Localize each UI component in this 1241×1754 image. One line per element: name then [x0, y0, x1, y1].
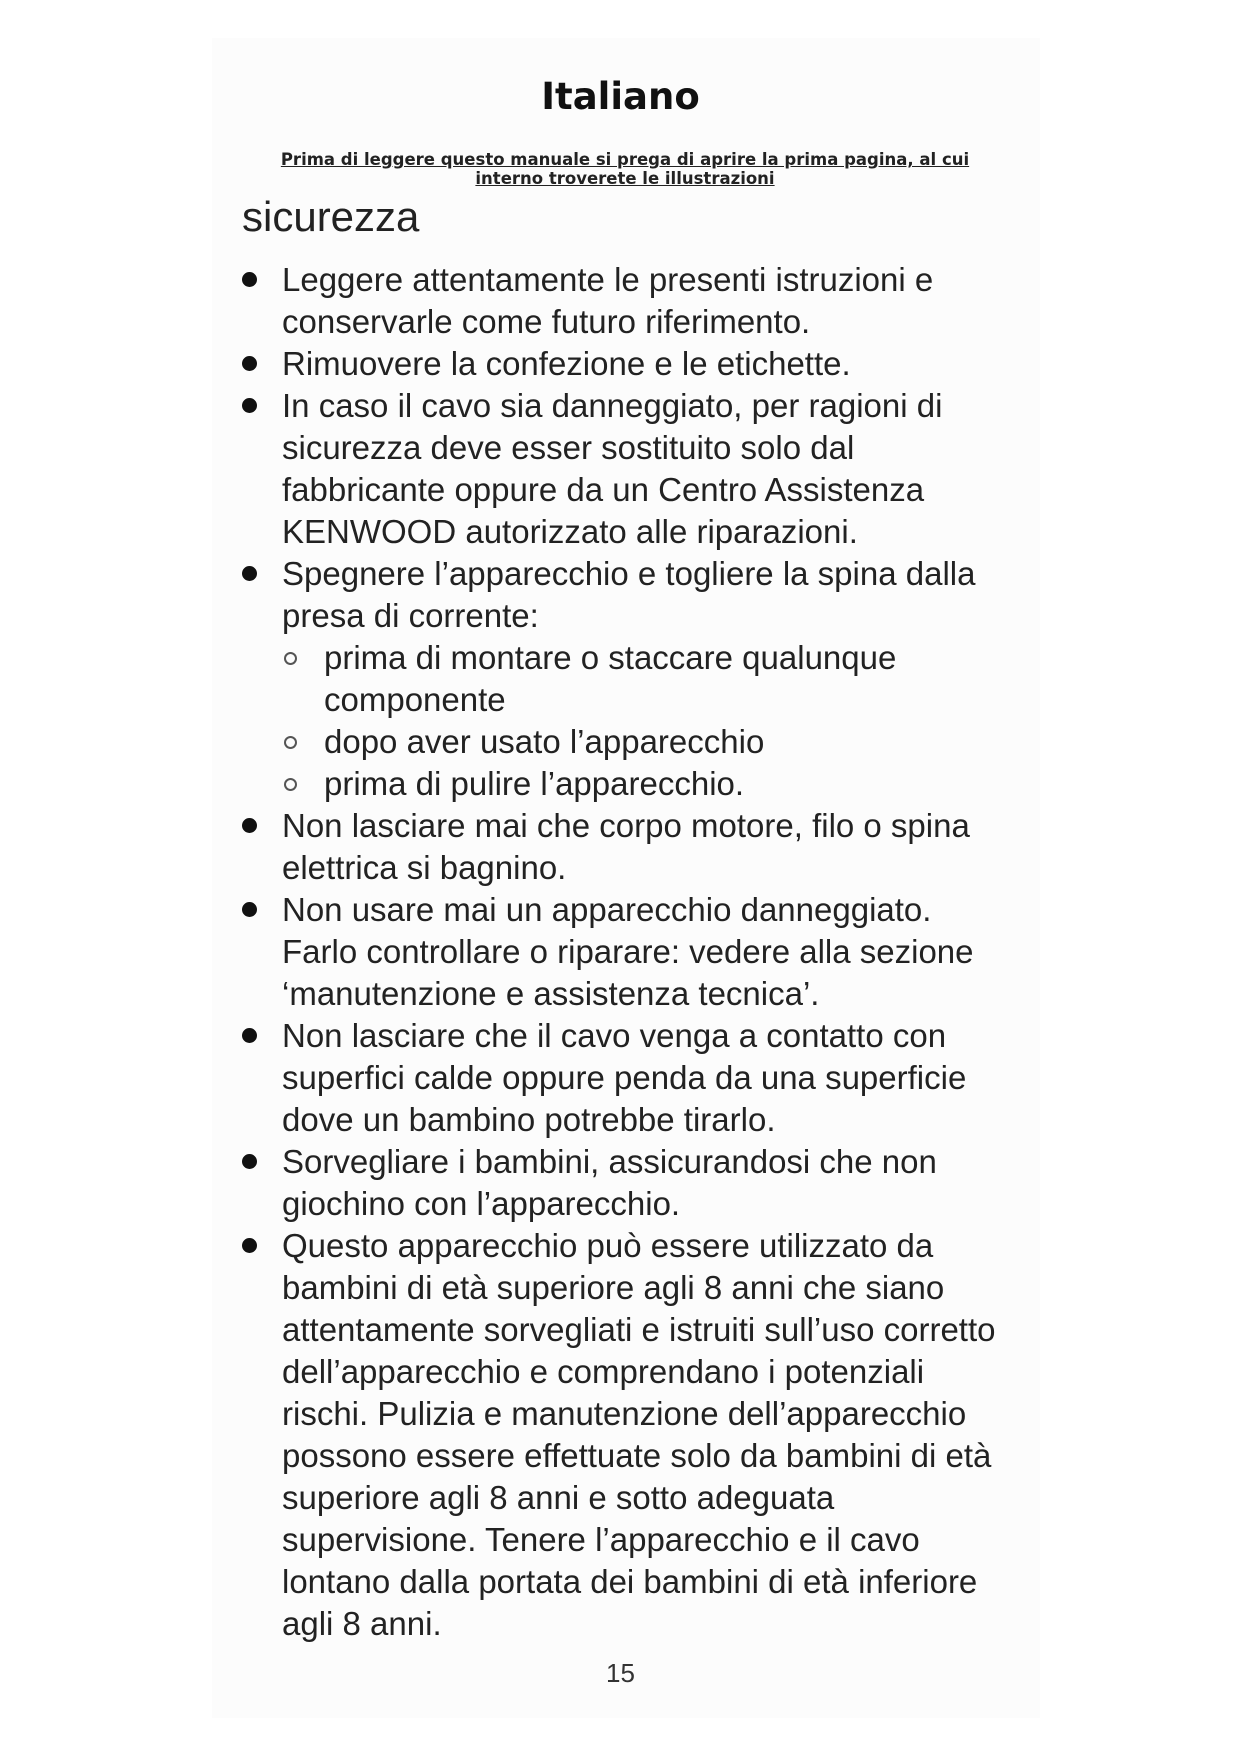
safety-list: [242, 259, 1012, 1645]
circle-bullet-icon: [284, 778, 297, 791]
sub-list-item-text: prima di pulire l’apparecchio.: [324, 765, 745, 802]
sub-list-item-text: dopo aver usato l’apparecchio: [324, 723, 765, 760]
list-item-text: Sorvegliare i bambini, assicurandosi che non giochino con l’apparecchio.: [282, 1143, 937, 1222]
section-title: sicurezza: [242, 193, 420, 240]
list-item: [242, 805, 1012, 889]
list-item: [242, 1015, 1012, 1141]
bullet-icon: [242, 398, 257, 413]
list-item: [242, 1225, 1012, 1645]
bullet-icon: [242, 1238, 257, 1253]
sub-list-item: [242, 763, 1012, 805]
bullet-icon: [242, 356, 257, 371]
bullet-icon: [242, 566, 257, 581]
circle-bullet-icon: [284, 736, 297, 749]
list-item: [242, 889, 1012, 1015]
sub-list-item-text: prima di montare o staccare qualunque componente: [324, 639, 897, 718]
bullet-icon: [242, 818, 257, 833]
circle-bullet-icon: [284, 652, 297, 665]
illustrations-notice: Prima di leggere questo manuale si prega di aprire la prima pagina, al cui interno troverete le illustrazioni: [280, 150, 970, 188]
list-item: [242, 259, 1012, 343]
list-item: [242, 343, 1012, 385]
list-item: [242, 1141, 1012, 1225]
list-item: [242, 553, 1012, 637]
list-item-text: Leggere attentamente le presenti istruzioni e conservarle come futuro riferimento.: [282, 261, 934, 340]
bullet-icon: [242, 1028, 257, 1043]
list-item-text: Rimuovere la confezione e le etichette.: [282, 345, 851, 382]
list-item-text: Non usare mai un apparecchio danneggiato. Farlo controllare o riparare: vedere alla sezione ‘manutenzione e assistenza tecnica’.: [282, 891, 974, 1012]
list-item-text: In caso il cavo sia danneggiato, per ragioni di sicurezza deve esser sostituito solo dal fabbricante oppure da un Centro Assistenza KENWOOD autorizzato alle riparazioni.: [282, 387, 943, 550]
list-item: [242, 385, 1012, 553]
bullet-icon: [242, 902, 257, 917]
list-item-text: Questo apparecchio può essere utilizzato da bambini di età superiore agli 8 anni che siano attentamente sorvegliati e istruiti sull’uso corretto dell’apparecchio e comprendano i potenziali rischi. Pulizia e manutenzione dell’apparecchio possono essere effettuate solo da bambini di età superiore agli 8 anni e sotto adeguata supervisione. Tenere l’apparecchio e il cavo lontano dalla portata dei bambini di età inferiore agli 8 anni.: [282, 1227, 996, 1642]
sub-list-item: [242, 721, 1012, 763]
bullet-icon: [242, 272, 257, 287]
list-item-text: Non lasciare mai che corpo motore, filo o spina elettrica si bagnino.: [282, 807, 970, 886]
language-heading: Italiano: [541, 75, 700, 118]
bullet-icon: [242, 1154, 257, 1169]
sub-list-item: [242, 637, 1012, 721]
list-item-text: Spegnere l’apparecchio e togliere la spina dalla presa di corrente:: [282, 555, 976, 634]
list-item-text: Non lasciare che il cavo venga a contatto con superfici calde oppure penda da una superficie dove un bambino potrebbe tirarlo.: [282, 1017, 967, 1138]
page-number: 15: [606, 1658, 635, 1688]
